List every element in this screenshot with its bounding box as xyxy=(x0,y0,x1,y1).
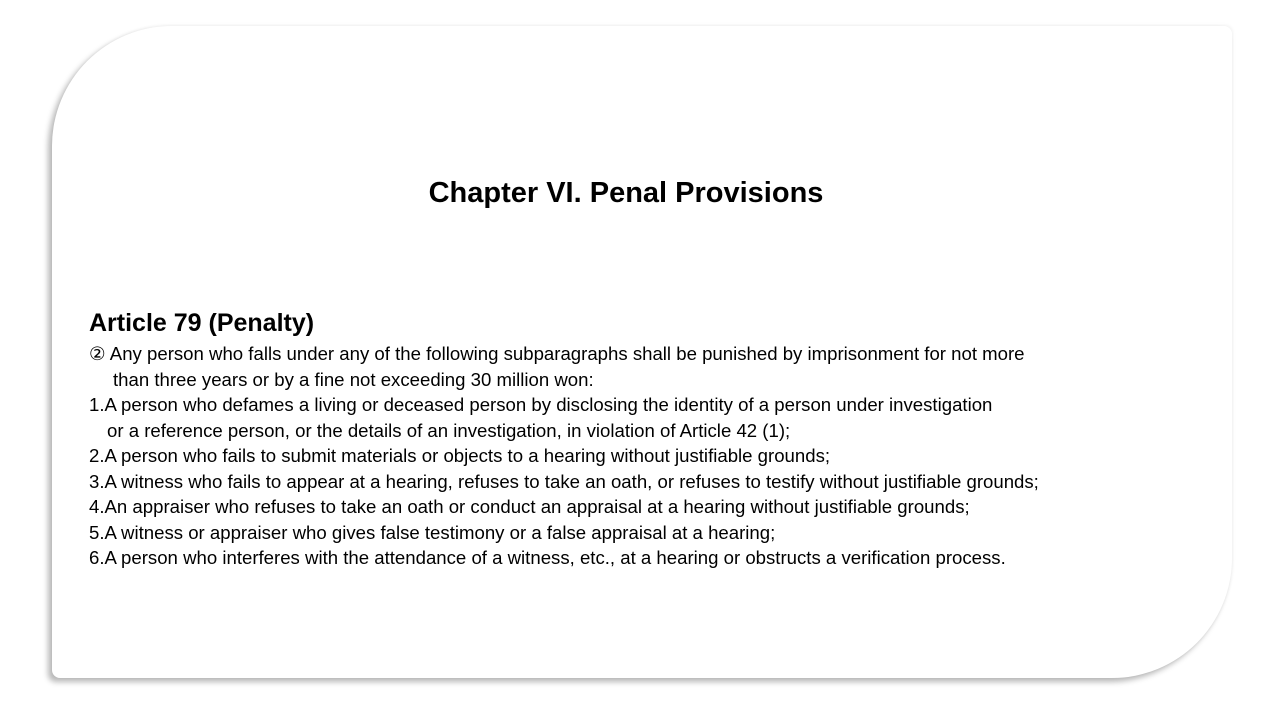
subparagraph-4: 4.An appraiser who refuses to take an oath or conduct an appraisal at a hearing without justifiable grounds; xyxy=(89,496,970,517)
chapter-title: Chapter VI. Penal Provisions xyxy=(428,177,824,209)
subparagraph-3: 3.A witness who fails to appear at a hearing, refuses to take an oath, or refuses to testify without justifiable grounds; xyxy=(89,470,1039,492)
paragraph-2-line-2: than three years or by a fine not exceeding 30 million won: xyxy=(113,368,594,390)
subparagraph-6: 6.A person who interferes with the attendance of a witness, etc., at a hearing or obstructs a verification process. xyxy=(89,547,1006,568)
paragraph-2-line-1: ② Any person who falls under any of the following subparagraphs shall be punished by imprisonment for not more xyxy=(89,343,1025,364)
article-heading: Article 79 (Penalty) xyxy=(89,309,315,337)
article-block xyxy=(89,307,1229,571)
subparagraph-2: 2.A person who fails to submit materials or objects to a hearing without justifiable grounds; xyxy=(89,445,831,466)
subparagraph-1-line-1: 1.A person who defames a living or deceased person by disclosing the identity of a person under investigation xyxy=(89,394,993,415)
subparagraph-1-line-2: or a reference person, or the details of an investigation, in violation of Article 42 (1); xyxy=(107,419,791,441)
subparagraph-5: 5.A witness or appraiser who gives false testimony or a false appraisal at a hearing; xyxy=(89,521,776,543)
